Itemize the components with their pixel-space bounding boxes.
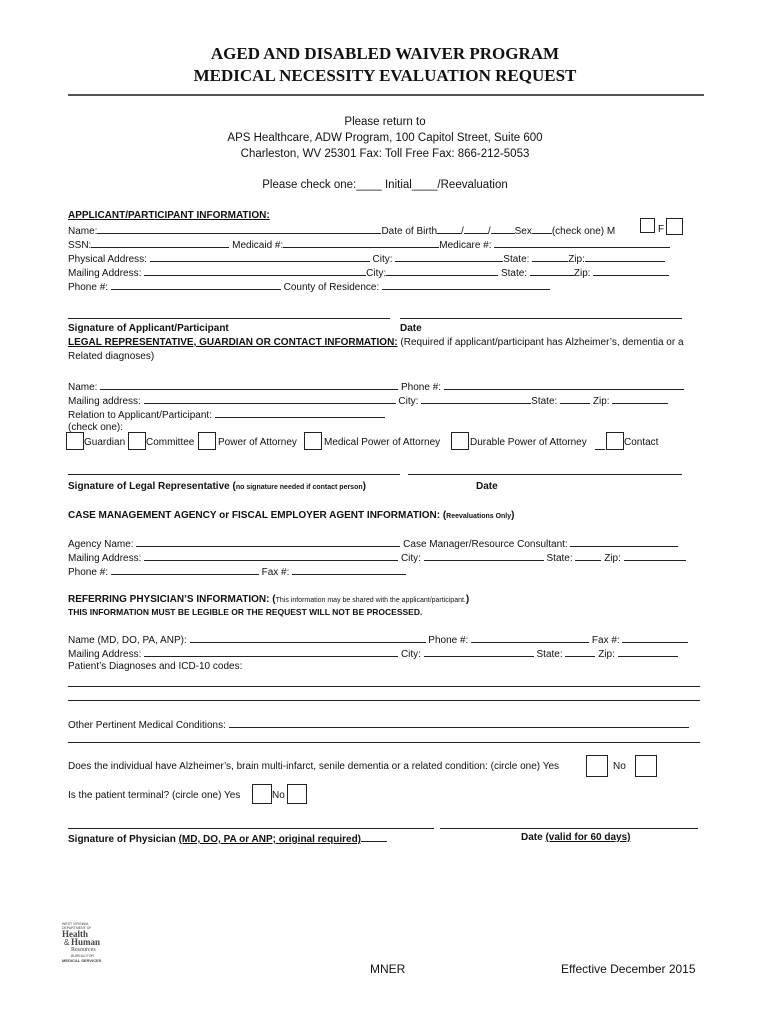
guardian-checkbox[interactable]	[66, 432, 84, 450]
mailing-city-label: City:	[366, 268, 387, 279]
diagnoses-label: Patient’s Diagnoses and ICD-10 codes:	[68, 661, 243, 672]
physical-zip-field[interactable]	[585, 252, 665, 262]
cm-state-field[interactable]	[575, 551, 601, 561]
cm-city-label: City:	[400, 553, 421, 564]
physician-fax-field[interactable]	[622, 633, 688, 643]
physician-state-label: State:	[536, 649, 563, 660]
legal-state-field[interactable]	[560, 394, 590, 404]
case-mgmt-note: Reevaluations Only	[446, 513, 512, 520]
ssn-label: SSN:	[68, 240, 92, 251]
medical-poa-checkbox[interactable]	[304, 432, 322, 450]
alzheimers-yes-box[interactable]	[586, 755, 608, 777]
legal-signature-note: no signature needed if contact person	[235, 484, 363, 491]
sex-field[interactable]	[532, 224, 552, 234]
name-label: Name:	[68, 226, 98, 237]
return-line2: APS Healthcare, ADW Program, 100 Capitol Street, Suite 600	[227, 132, 543, 144]
durable-poa-label: Durable Power of Attorney	[470, 437, 587, 448]
title-rule	[68, 94, 704, 96]
mailing-zip-label: Zip:	[573, 268, 591, 279]
dob-day-field[interactable]	[464, 224, 488, 234]
durable-poa-blank	[595, 440, 605, 450]
physician-signature-row	[68, 832, 428, 846]
physician-name-field[interactable]	[190, 633, 426, 643]
case-mgmt-heading: CASE MANAGEMENT AGENCY or FISCAL EMPLOYER AGENT INFORMATION:	[68, 510, 441, 521]
form-title-line2: MEDICAL NECESSITY EVALUATION REQUEST	[193, 66, 577, 85]
cm-fax-label: Fax #:	[261, 567, 290, 578]
county-field[interactable]	[382, 280, 550, 290]
other-conditions-field[interactable]	[229, 718, 689, 728]
agency-field[interactable]	[136, 537, 400, 547]
dob-month-field[interactable]	[437, 224, 461, 234]
terminal-no-label: No	[272, 790, 285, 801]
legal-rep-note: (Required if applicant/participant has Alzheimer’s, dementia or a	[400, 337, 684, 348]
terminal-question: Is the patient terminal? (circle one)	[68, 790, 222, 801]
physician-signature-note: (MD, DO, PA or ANP; original required)	[178, 834, 362, 845]
relation-field[interactable]	[215, 408, 385, 418]
mailing-state-field[interactable]	[530, 266, 574, 276]
legal-signature-row	[68, 481, 408, 494]
legal-mailing-field[interactable]	[144, 394, 396, 404]
legal-zip-label: Zip:	[592, 396, 610, 407]
cm-field[interactable]	[570, 537, 678, 547]
alzheimers-yes-label: Yes	[542, 761, 560, 772]
logo-bureau2: MEDICAL SERVICES	[62, 958, 102, 963]
physician-zip-label: Zip:	[598, 649, 615, 660]
logo-health: Health	[62, 929, 88, 939]
mailing-address-row	[68, 266, 708, 280]
physician-note: This information may be shared with the applicant/participant.	[275, 597, 466, 604]
legal-rep-heading-row	[68, 337, 708, 349]
applicant-phone-field[interactable]	[111, 280, 281, 290]
legal-check-one: (check one):	[68, 422, 124, 433]
legal-name-row	[68, 380, 708, 394]
cm-zip-field[interactable]	[624, 551, 686, 561]
poa-checkbox[interactable]	[198, 432, 216, 450]
alzheimers-question: Does the individual have Alzheimer’s, brain multi-infarct, senile dementia or a related condition: (circle one)	[68, 761, 541, 772]
relation-row	[68, 408, 708, 422]
legible-note: THIS INFORMATION MUST BE LEGIBLE OR THE REQUEST WILL NOT BE PROCESSED.	[68, 607, 423, 617]
cm-mailing-label: Mailing Address:	[68, 553, 142, 564]
cm-label: Case Manager/Resource Consultant:	[403, 539, 568, 550]
physician-note-open: (	[272, 594, 276, 605]
legal-city-field[interactable]	[421, 394, 531, 404]
county-label: County of Residence:	[283, 282, 380, 293]
legal-signature-line[interactable]	[68, 474, 400, 475]
cm-state-label: State:	[546, 553, 573, 564]
dob-label: Date of Birth	[381, 226, 438, 237]
cm-phone-label: Phone #:	[68, 567, 109, 578]
durable-poa-checkbox[interactable]	[451, 432, 469, 450]
check-one-line: Please check one:____ Initial____/Reevaluation	[262, 179, 508, 191]
physician-signature-blank	[361, 832, 387, 842]
sex-label: Sex	[514, 226, 532, 237]
diagnoses-line-1[interactable]	[68, 686, 700, 687]
committee-checkbox[interactable]	[128, 432, 146, 450]
case-mgmt-heading-row	[68, 510, 708, 523]
female-checkbox[interactable]	[666, 218, 683, 235]
applicant-signature-label: Signature of Applicant/Participant	[68, 323, 229, 334]
other-conditions-label: Other Pertinent Medical Conditions:	[68, 720, 226, 731]
effective-date: Effective December 2015	[561, 962, 696, 976]
physician-name-label: Name (MD, DO, PA, ANP):	[68, 635, 187, 646]
physician-city-label: City:	[400, 649, 421, 660]
applicant-signature-line[interactable]	[68, 318, 390, 319]
legal-name-label: Name:	[68, 382, 98, 393]
physician-date-row	[521, 832, 631, 844]
applicant-heading: APPLICANT/PARTICIPANT INFORMATION:	[68, 210, 270, 221]
legal-phone-label: Phone #:	[401, 382, 442, 393]
name-field[interactable]	[97, 224, 381, 234]
physician-mailing-row	[68, 647, 708, 661]
terminal-yes-box[interactable]	[252, 784, 272, 804]
sex-check-one-label: (check one)	[551, 226, 605, 237]
female-label: F	[658, 224, 665, 235]
physician-date-label: Date	[521, 832, 543, 843]
diagnoses-line-2[interactable]	[68, 700, 700, 701]
physical-state-field[interactable]	[532, 252, 568, 262]
legal-rep-heading: LEGAL REPRESENTATIVE, GUARDIAN OR CONTACT INFORMATION:	[68, 337, 398, 348]
medical-poa-label: Medical Power of Attorney	[324, 437, 441, 448]
dob-year-field[interactable]	[491, 224, 515, 234]
relation-label: Relation to Applicant/Participant:	[68, 410, 212, 421]
mailing-address-field[interactable]	[144, 266, 366, 276]
mailing-state-label: State:	[500, 268, 528, 279]
case-mgmt-note-open: (	[442, 510, 447, 521]
legal-date-line[interactable]	[408, 474, 682, 475]
physician-phone-label: Phone #:	[428, 635, 469, 646]
terminal-no-box[interactable]	[287, 784, 307, 804]
physician-zip-field[interactable]	[618, 647, 678, 657]
physician-state-field[interactable]	[565, 647, 595, 657]
dhhr-logo	[62, 922, 126, 966]
agency-label: Agency Name:	[68, 539, 134, 550]
mailing-zip-field[interactable]	[593, 266, 669, 276]
cm-mailing-row	[68, 551, 708, 565]
legal-signature-label: Signature of Legal Representative (	[68, 481, 236, 492]
male-label: M	[606, 226, 616, 237]
agency-row	[68, 537, 708, 551]
other-conditions-line-2[interactable]	[68, 742, 700, 743]
physician-date-note: (valid for 60 days)	[545, 832, 631, 843]
return-line1: Please return to	[344, 116, 426, 128]
logo-line2: DEPARTMENT OF	[62, 926, 92, 930]
physician-name-row	[68, 633, 708, 647]
physician-heading: REFERRING PHYSICIAN’S INFORMATION:	[68, 594, 270, 605]
applicant-name-row: Name: Date of Birth / / Sex (check one) M	[68, 226, 616, 237]
cm-phone-field[interactable]	[111, 565, 259, 575]
applicant-date-label: Date	[400, 323, 422, 334]
physical-zip-label: Zip:	[568, 254, 585, 265]
alzheimers-row	[68, 761, 708, 773]
physician-fax-label: Fax #:	[591, 635, 620, 646]
physical-address-field[interactable]	[150, 252, 370, 262]
medicare-field[interactable]	[494, 238, 670, 248]
applicant-phone-label: Phone #:	[68, 282, 109, 293]
logo-resources: Resources	[71, 947, 96, 953]
physical-address-row	[68, 252, 708, 266]
legal-mailing-label: Mailing address:	[68, 396, 141, 407]
phone-county-row	[68, 280, 708, 294]
case-mgmt-note-close: )	[511, 510, 515, 521]
physical-city-label: City:	[372, 254, 393, 265]
contact-checkbox[interactable]	[606, 432, 624, 450]
physical-state-label: State:	[503, 254, 530, 265]
legal-phone-field[interactable]	[444, 380, 684, 390]
logo-line1: WEST VIRGINIA	[62, 922, 89, 926]
physician-signature-line[interactable]	[68, 828, 434, 829]
return-line3: Charleston, WV 25301 Fax: Toll Free Fax: 866-212-5053	[240, 148, 530, 160]
physician-date-line[interactable]	[440, 828, 698, 829]
cm-zip-label: Zip:	[604, 553, 621, 564]
physical-city-field[interactable]	[395, 252, 503, 262]
alzheimers-no-label: No	[613, 761, 626, 772]
legal-city-label: City:	[398, 396, 419, 407]
ssn-row	[68, 238, 708, 252]
terminal-yes-label: Yes	[224, 790, 241, 801]
legal-signature-close: )	[362, 481, 366, 492]
mailing-city-field[interactable]	[386, 266, 498, 276]
legal-zip-field[interactable]	[612, 394, 668, 404]
physician-mailing-field[interactable]	[144, 647, 398, 657]
legal-state-label: State:	[531, 396, 558, 407]
legal-mailing-row	[68, 394, 708, 408]
logo-and: &	[64, 938, 70, 947]
medicare-label: Medicare #:	[439, 240, 492, 251]
guardian-label: Guardian	[84, 437, 126, 448]
medicaid-label: Medicaid #:	[232, 240, 284, 251]
physician-city-field[interactable]	[424, 647, 534, 657]
poa-label: Power of Attorney	[218, 437, 297, 448]
applicant-date-line[interactable]	[400, 318, 682, 319]
alzheimers-no-box[interactable]	[635, 755, 657, 777]
physician-phone-field[interactable]	[471, 633, 589, 643]
mailing-address-label: Mailing Address:	[68, 268, 142, 279]
legal-name-field[interactable]	[100, 380, 398, 390]
cm-mailing-field[interactable]	[144, 551, 398, 561]
other-conditions-row	[68, 718, 708, 732]
terminal-row	[68, 790, 708, 802]
form-title-line1: AGED AND DISABLED WAIVER PROGRAM	[210, 44, 560, 63]
physician-mailing-label: Mailing Address:	[68, 649, 142, 660]
logo-human: Human	[71, 937, 101, 947]
form-code: MNER	[370, 962, 406, 976]
committee-label: Committee	[146, 437, 195, 448]
medicaid-field[interactable]	[283, 238, 439, 248]
legal-rep-note2: Related diagnoses)	[68, 351, 155, 362]
cm-phone-row	[68, 565, 708, 579]
physician-signature-label: Signature of Physician	[68, 834, 176, 845]
cm-city-field[interactable]	[424, 551, 544, 561]
male-checkbox[interactable]	[640, 218, 655, 233]
ssn-field[interactable]	[91, 238, 229, 248]
physical-address-label: Physical Address:	[68, 254, 147, 265]
legal-date-label: Date	[476, 481, 498, 492]
cm-fax-field[interactable]	[292, 565, 406, 575]
physician-note-close: )	[465, 594, 470, 605]
contact-label: Contact	[624, 437, 659, 448]
logo-bureau1: BUREAU FOR	[71, 954, 94, 958]
